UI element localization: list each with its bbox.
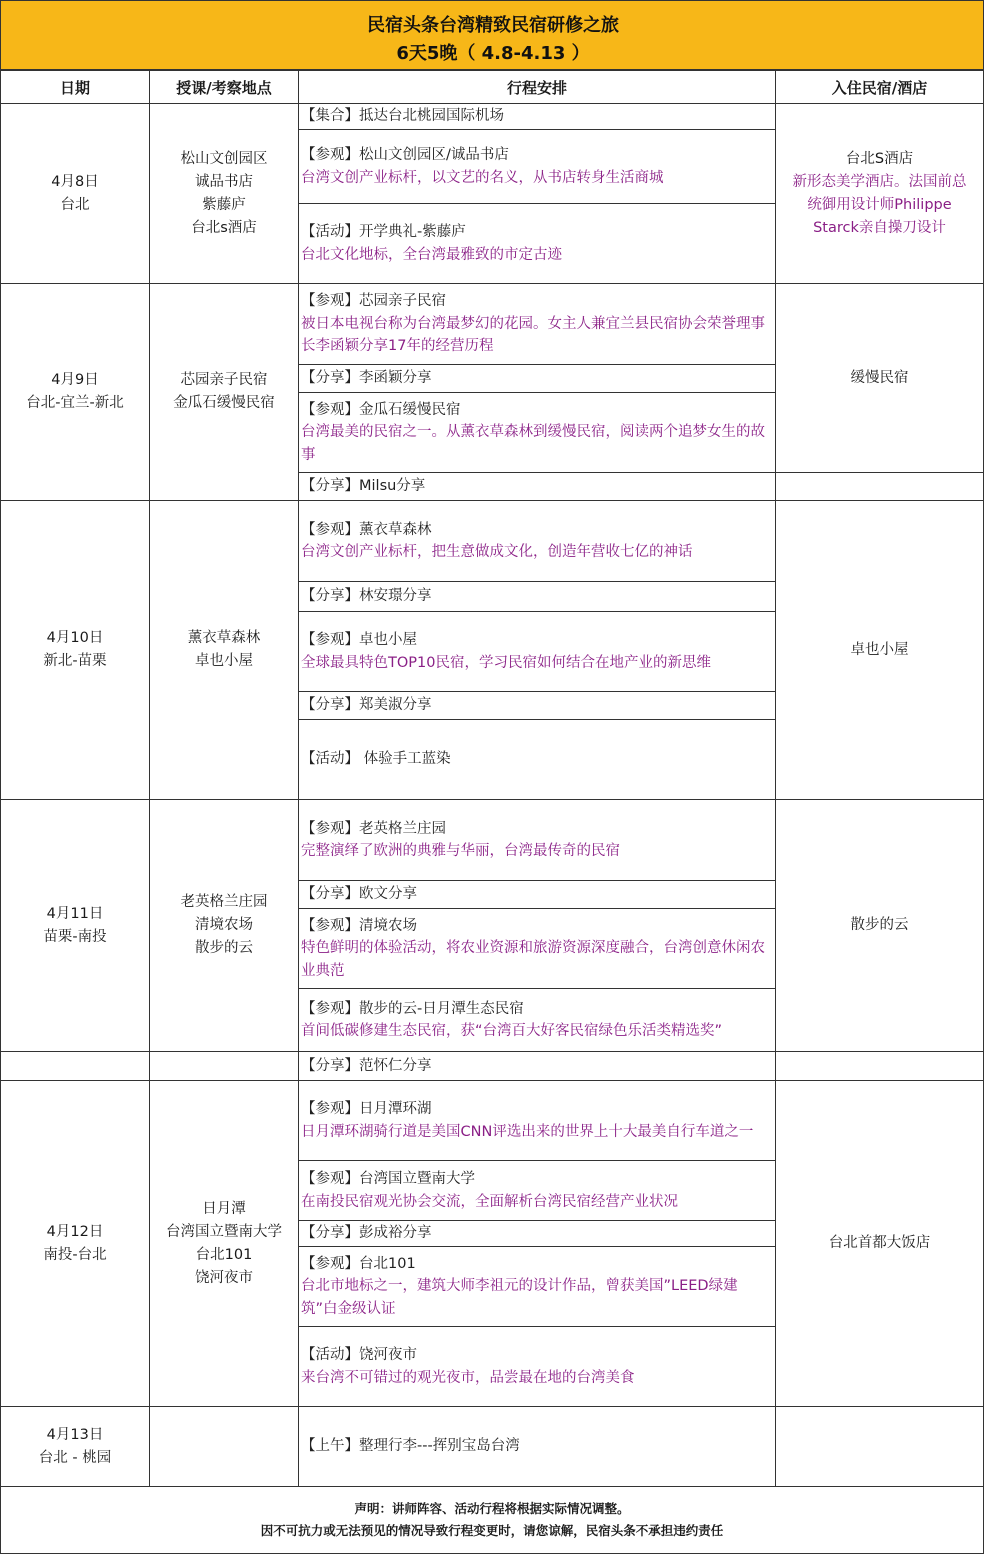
schedule-item-desc: 台北文化地标，全台湾最雅致的市定古迹 [301, 246, 562, 263]
schedule-item [298, 799, 776, 881]
venue-name: 日月潭 [202, 1200, 246, 1217]
schedule-item [298, 1246, 776, 1327]
schedule-item [298, 129, 776, 204]
schedule-item-desc: 台北市地标之一，建筑大师李祖元的设计作品，曾获美国”LEED绿建筑”白金级认证 [301, 1278, 738, 1317]
schedule-item-head: 【分享】范怀仁分享 [301, 1057, 432, 1074]
venue-name: 清境农场 [195, 917, 253, 933]
venue-name: 薰衣草森林 [187, 630, 261, 646]
schedule-item-head: 【活动】 体验手工蓝染 [301, 751, 451, 768]
day-route: 台北 - 桃园 [38, 1449, 112, 1466]
header-venue: 授课/考察地点 [149, 70, 299, 104]
venue-name: 诚品书店 [195, 173, 253, 190]
schedule-item [298, 364, 776, 393]
day-date-cell [0, 799, 150, 1052]
day-date-cell [0, 103, 150, 284]
schedule-item-head: 【参观】清境农场 [301, 917, 417, 934]
day-route: 台北-宜兰-新北 [26, 395, 124, 411]
schedule-item-head: 【分享】Milsu分享 [301, 478, 426, 495]
title-band [0, 0, 984, 70]
schedule-item-desc: 全球最具特色TOP10民宿，学习民宿如何结合在地产业的新思维 [301, 654, 711, 671]
schedule-item-head: 【参观】卓也小屋 [301, 632, 417, 648]
schedule-item [298, 691, 776, 720]
schedule-item-desc: 台湾文创产业标杆，把生意做成文化，创造年营收七亿的神话 [301, 544, 693, 560]
venue-name: 台北101 [195, 1246, 253, 1263]
itinerary-title: 民宿头条台湾精致民宿研修之旅 [367, 15, 619, 36]
schedule-item-head: 【参观】日月潭环湖 [301, 1101, 432, 1117]
schedule-item-head: 【参观】台北101 [301, 1255, 416, 1272]
schedule-item [298, 472, 776, 501]
venue-name: 紫藤庐 [202, 196, 246, 213]
venue-name: 卓也小屋 [195, 653, 253, 669]
day-hotel-cell [775, 500, 984, 800]
itinerary-subtitle: 6天5晚（ 4.8-4.13 ） [396, 43, 590, 64]
hotel-name: 缓慢民宿 [850, 369, 909, 386]
schedule-item-desc: 完整演绎了欧洲的典雅与华丽，台湾最传奇的民宿 [301, 843, 620, 859]
schedule-item-desc: 台湾文创产业标杆，以文艺的名义，从书店转身生活商城 [301, 169, 664, 186]
schedule-item [298, 1220, 776, 1247]
day-venue-cell [149, 1080, 299, 1407]
venue-name: 芯园亲子民宿 [180, 372, 268, 388]
day-date: 4月8日 [51, 173, 99, 190]
venue-name: 老英格兰庄园 [180, 894, 268, 910]
day-date: 4月10日 [46, 630, 104, 646]
header-hotel: 入住民宿/酒店 [775, 70, 984, 104]
venue-name: 散步的云 [195, 940, 253, 956]
schedule-item [298, 1406, 776, 1487]
schedule-item [298, 880, 776, 909]
day-date: 4月12日 [46, 1223, 104, 1240]
day-date-cell [0, 283, 150, 501]
schedule-item-head: 【分享】欧文分享 [301, 886, 417, 903]
day-hotel-cell [775, 1080, 984, 1407]
schedule-item-head: 【参观】松山文创园区/诚品书店 [301, 147, 509, 163]
header-date: 日期 [0, 70, 150, 104]
day-date-cell [0, 500, 150, 800]
schedule-item [298, 1326, 776, 1407]
hotel-name: 台北首都大饭店 [828, 1235, 931, 1251]
hotel-name: 散步的云 [850, 917, 909, 933]
day-date-cell [0, 1080, 150, 1407]
schedule-item-head: 【参观】芯园亲子民宿 [301, 293, 446, 310]
day-venue-cell [149, 500, 299, 800]
schedule-item-head: 【参观】老英格兰庄园 [301, 820, 446, 837]
day-venue-cell [149, 283, 299, 501]
day-route: 苗栗-南投 [43, 928, 107, 945]
venue-name: 饶河夜市 [195, 1269, 253, 1286]
empty-cell [0, 1051, 150, 1081]
day-venue-cell [149, 103, 299, 284]
schedule-item-head: 【参观】薰衣草森林 [301, 521, 432, 538]
schedule-item-head: 【分享】林安璟分享 [301, 588, 432, 605]
schedule-item [298, 283, 776, 365]
hotel-name: 台北S酒店 [845, 150, 914, 167]
schedule-item [298, 203, 776, 284]
schedule-item-desc: 特色鲜明的体验活动，将农业资源和旅游资源深度融合，台湾创意休闲农业典范 [301, 940, 765, 979]
day-date: 4月11日 [46, 905, 104, 922]
schedule-item-head: 【分享】彭成裕分享 [301, 1225, 432, 1242]
schedule-item [298, 1051, 776, 1081]
empty-cell [775, 1051, 984, 1081]
day-date: 4月13日 [46, 1426, 104, 1443]
schedule-item-desc: 台湾最美的民宿之一。从薰衣草森林到缓慢民宿，阅读两个追梦女生的故事 [301, 424, 765, 463]
hotel-name: 卓也小屋 [850, 641, 909, 658]
schedule-item-desc: 来台湾不可错过的观光夜市，品尝最在地的台湾美食 [301, 1369, 635, 1386]
schedule-item-head: 【活动】饶河夜市 [301, 1347, 417, 1363]
schedule-item-head: 【活动】开学典礼-紫藤庐 [301, 224, 466, 240]
schedule-item-head: 【参观】台湾国立暨南大学 [301, 1171, 475, 1187]
schedule-item [298, 908, 776, 989]
schedule-item [298, 1160, 776, 1221]
schedule-item [298, 719, 776, 800]
venue-name: 台湾国立暨南大学 [166, 1223, 282, 1240]
disclaimer-footer [0, 1486, 984, 1554]
venue-name: 台北s酒店 [191, 219, 257, 236]
venue-name: 金瓜石缓慢民宿 [173, 395, 275, 411]
schedule-item [298, 392, 776, 473]
day-hotel-cell [775, 103, 984, 284]
schedule-item-head: 【集合】抵达台北桃园国际机场 [301, 108, 504, 125]
day-venue-cell [149, 1406, 299, 1487]
schedule-item-head: 【上午】整理行李---挥别宝岛台湾 [301, 1438, 520, 1455]
schedule-item-desc: 首间低碳修建生态民宿，获“台湾百大好客民宿绿色乐活类精选奖” [301, 1023, 723, 1039]
schedule-item [298, 103, 776, 130]
hotel-empty-cell [775, 472, 984, 501]
schedule-item-desc: 在南投民宿观光协会交流，全面解析台湾民宿经营产业状况 [301, 1193, 678, 1210]
day-date-cell [0, 1406, 150, 1487]
day-route: 南投-台北 [43, 1246, 107, 1263]
venue-name: 松山文创园区 [180, 150, 268, 167]
day-venue-cell [149, 799, 299, 1052]
day-route: 台北 [60, 196, 90, 213]
schedule-item-desc: 日月潭环湖骑行道是美国CNN评选出来的世界上十大最美自行车道之一 [301, 1123, 754, 1140]
hotel-desc: 新形态美学酒店。法国前总统御用设计师Philippe Starck亲自操刀设计 [792, 173, 967, 236]
schedule-item-head: 【分享】郑美淑分享 [301, 697, 432, 714]
day-date: 4月9日 [51, 372, 99, 388]
schedule-item-head: 【参观】金瓜石缓慢民宿 [301, 401, 461, 418]
schedule-item-desc: 被日本电视台称为台湾最梦幻的花园。女主人兼宜兰县民宿协会荣誉理事长李函颖分享17年的经营历程 [301, 315, 765, 355]
day-hotel-cell [775, 283, 984, 473]
day-hotel-cell [775, 799, 984, 1052]
day-route: 新北-苗栗 [43, 653, 107, 669]
schedule-item [298, 500, 776, 582]
header-schedule: 行程安排 [298, 70, 776, 104]
day-hotel-cell [775, 1406, 984, 1487]
disclaimer-line: 声明：讲师阵容、活动行程将根据实际情况调整。 [354, 1501, 630, 1516]
schedule-item [298, 1080, 776, 1161]
schedule-item [298, 581, 776, 612]
disclaimer-line: 因不可抗力或无法预见的情况导致行程变更时，请您谅解，民宿头条不承担违约责任 [260, 1523, 724, 1538]
schedule-item [298, 988, 776, 1052]
schedule-item-head: 【分享】李函颖分享 [301, 370, 432, 387]
schedule-item-head: 【参观】散步的云-日月潭生态民宿 [301, 1000, 524, 1017]
schedule-item [298, 611, 776, 692]
empty-cell [149, 1051, 299, 1081]
